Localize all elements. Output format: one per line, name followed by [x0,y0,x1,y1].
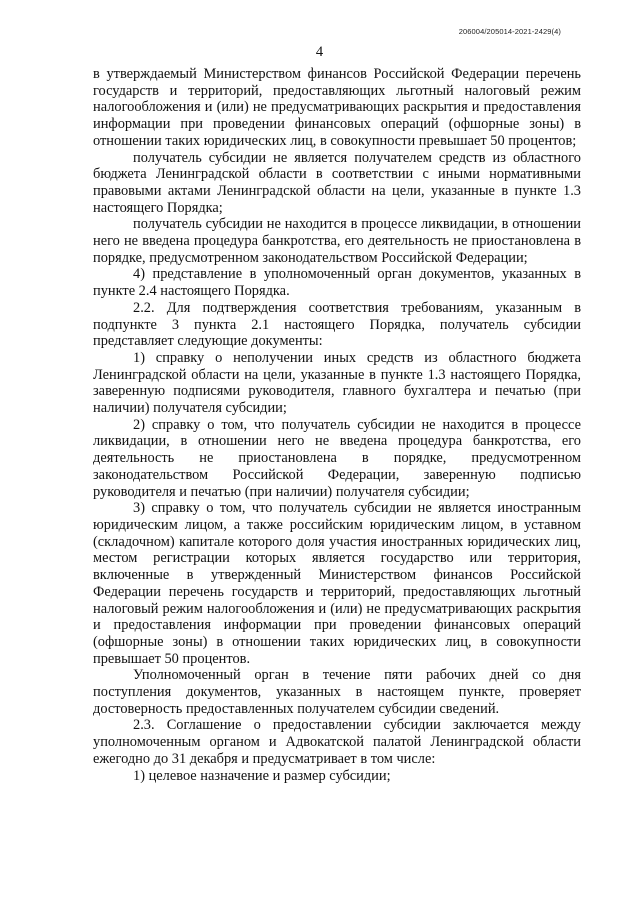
paragraph: 3) справку о том, что получатель субсидии не является иностранным юридическим лицом, а также российским юридическим лицом, в уставном (складочном) капитале которого доля участия иностранных юридических лиц, местом регистрации которых является государство или территория, включенные в утвержденный Министерством финансов Российской Федерации перечень государств и территорий, предоставляющих льготный налоговый режим налогообложения и (или) не предусматривающих раскрытия и предоставления информации при проведении финансовых операций (офшорные зоны) в отношении таких юридических лиц, в совокупности превышает 50 процентов. [93,500,581,667]
paragraph: 2) справку о том, что получатель субсидии не находится в процессе ликвидации, в отношении него не введена процедура банкротства, его деятельность не приостановлена в порядке, предусмотренном законодательством Российской Федерации, заверенную подписью руководителя и печатью (при наличии) получателя субсидии; [93,416,581,500]
paragraph: в утверждаемый Министерством финансов Российской Федерации перечень государств и территорий, предоставляющих льготный налоговый режим налогообложения и (или) не предусматривающих раскрытия и предоставления информации при проведении финансовых операций (офшорные зоны) в отношении таких юридических лиц, в совокупности превышает 50 процентов; [93,66,581,149]
paragraph: получатель субсидии не находится в процессе ликвидации, в отношении него не введена процедура банкротства, его деятельность не приостановлена в порядке, предусмотренном законодательством Российской Федерации; [93,216,581,266]
paragraph: 2.3. Соглашение о предоставлении субсидии заключается между уполномоченным органом и Адвокатской палатой Ленинградской области ежегодно до 31 декабря и предусматривает в том числе: [93,717,581,767]
page-number: 4 [315,44,324,60]
document-body [93,66,581,784]
document-id: 206004/205014-2021-2429(4) [458,27,561,36]
paragraph: получатель субсидии не является получателем средств из областного бюджета Ленинградской области в соответствии с иными нормативными правовыми актами Ленинградской области на цели, указанные в пункте 1.3 настоящего Порядка; [93,149,581,216]
paragraph: 4) представление в уполномоченный орган документов, указанных в пункте 2.4 настоящего Порядка. [93,266,581,300]
paragraph: 1) целевое назначение и размер субсидии; [133,767,391,784]
paragraph: 1) справку о неполучении иных средств из областного бюджета Ленинградской области на цели, указанные в пункте 1.3 настоящего Порядка, заверенную подписями руководителя, главного бухгалтера и печатью (при наличии) получателя субсидии; [93,349,581,417]
paragraph: Уполномоченный орган в течение пяти рабочих дней со дня поступления документов, указанных в настоящем пункте, проверяет достоверность предоставленных получателем субсидии сведений. [93,667,581,717]
paragraph: 2.2. Для подтверждения соответствия требованиям, указанным в подпункте 3 пункта 2.1 настоящего Порядка, получатель субсидии представляет следующие документы: [93,299,581,350]
